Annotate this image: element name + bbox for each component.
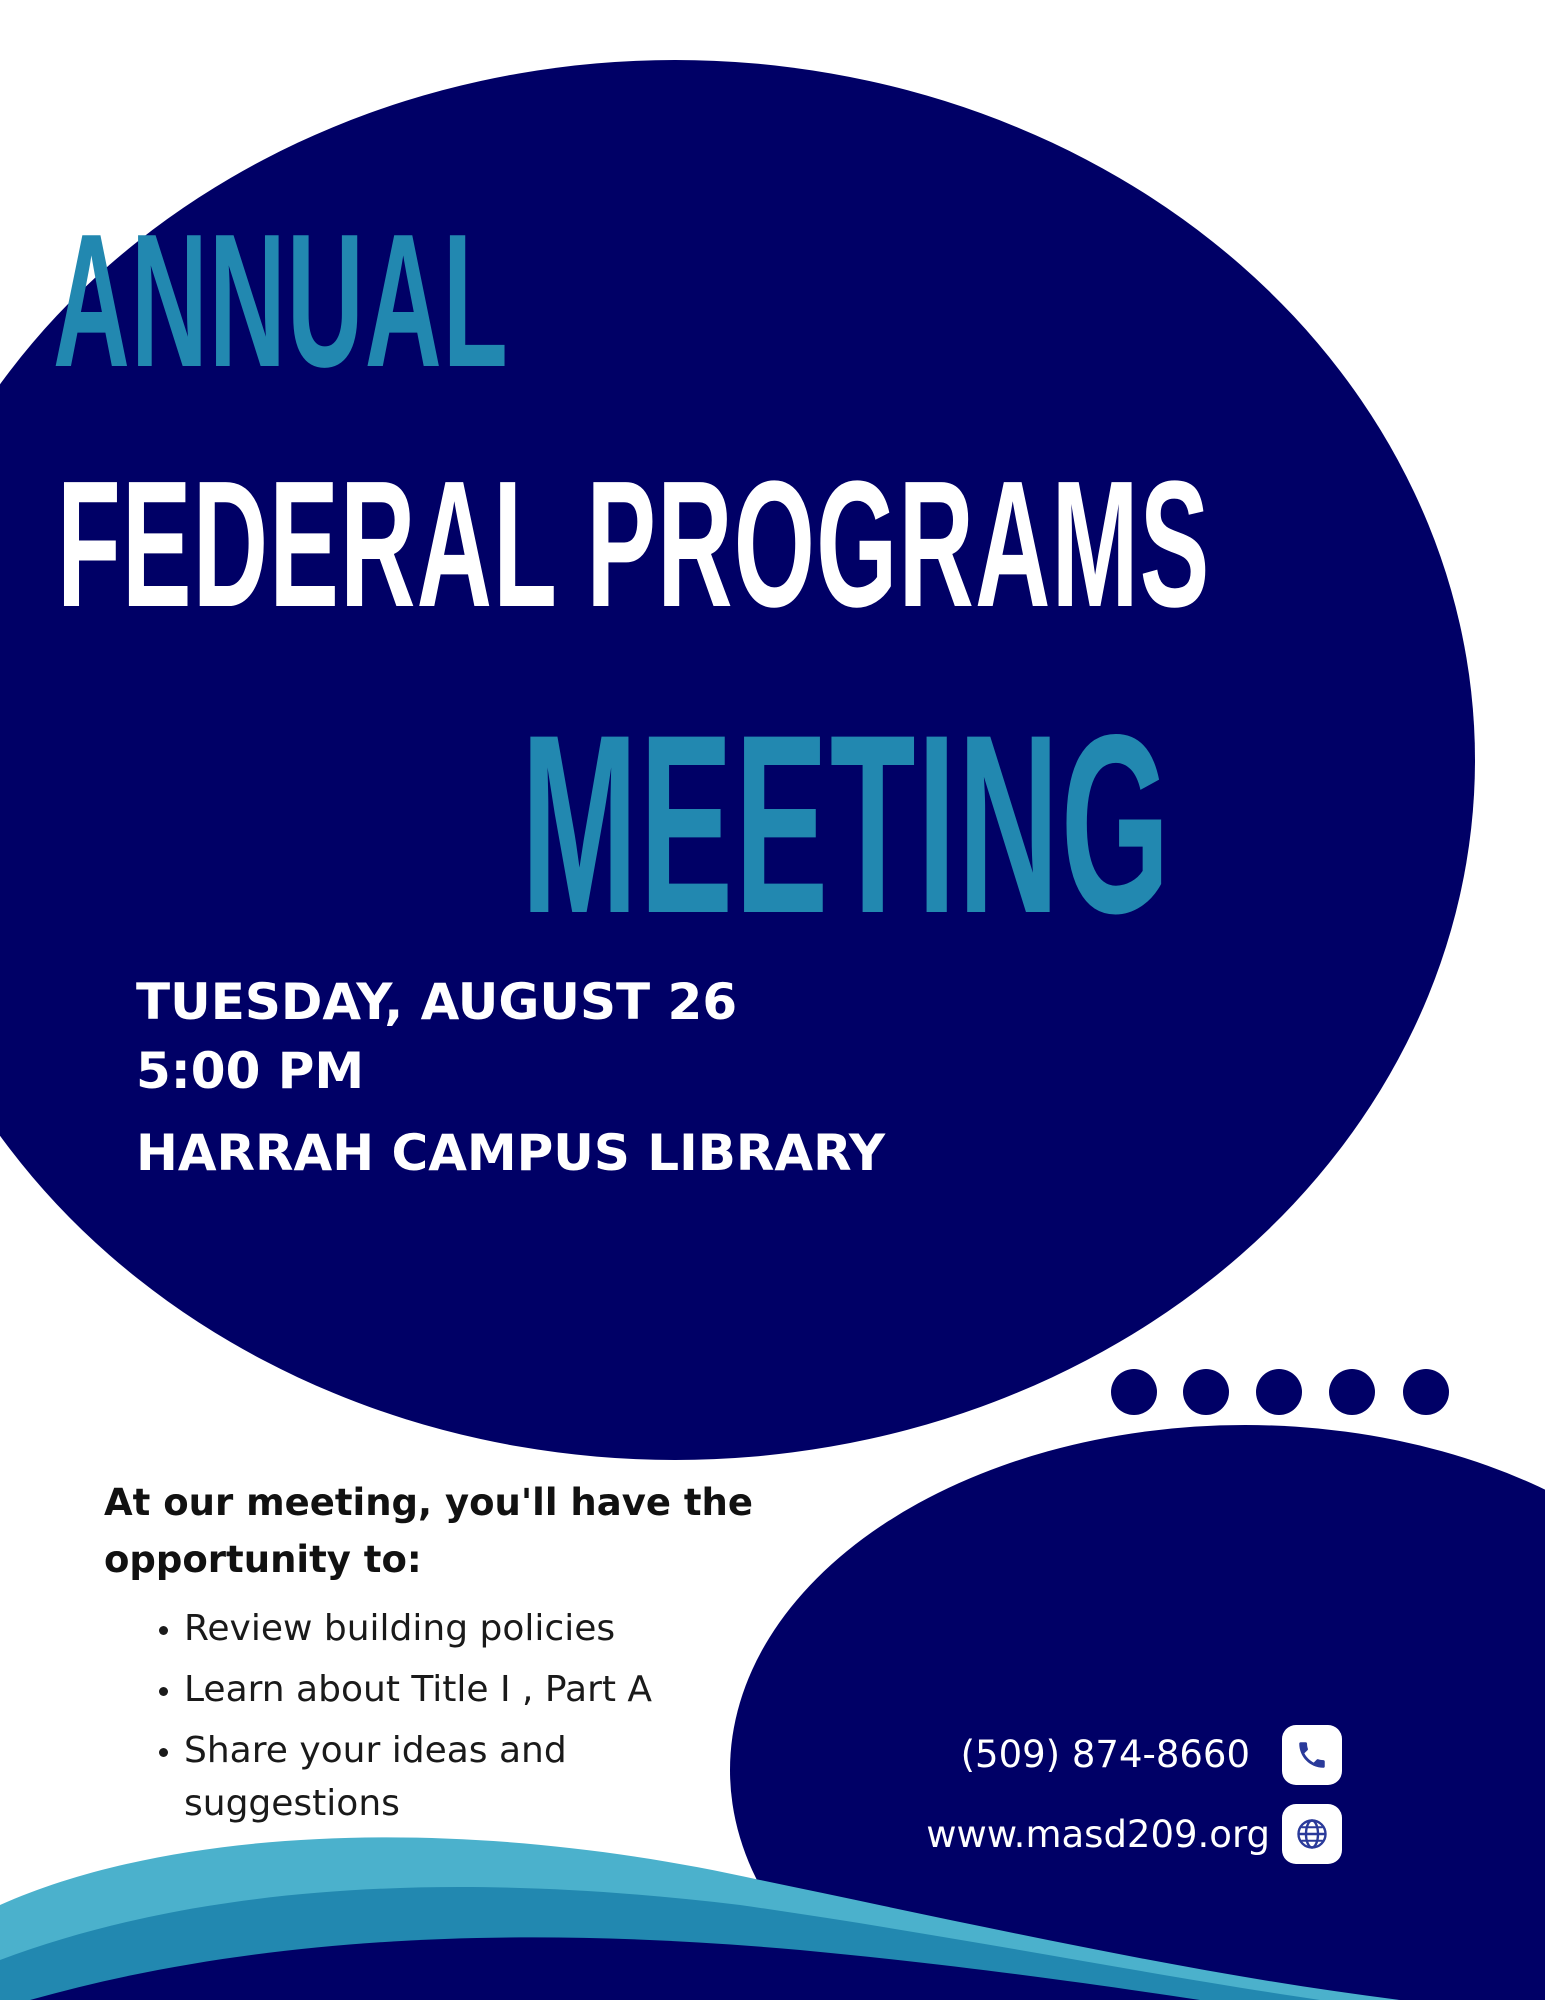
event-location: HARRAH CAMPUS LIBRARY [136,1124,886,1182]
dot [1256,1369,1302,1415]
phone-icon[interactable] [1282,1725,1342,1785]
globe-glyph [1294,1816,1330,1852]
contact-phone[interactable]: (509) 874-8660 [960,1733,1250,1776]
agenda-intro: At our meeting, you'll have the opportunity to: [104,1481,753,1581]
agenda-list [140,1602,744,1838]
dot [1329,1369,1375,1415]
agenda-item: • Share your ideas and suggestions [184,1724,744,1830]
event-time: 5:00 PM [136,1042,365,1100]
globe-icon[interactable] [1282,1804,1342,1864]
dot [1183,1369,1229,1415]
headline-annual: ANNUAL [53,195,509,407]
phone-glyph [1295,1738,1329,1772]
headline-meeting: MEETING [521,682,1172,967]
contact-website[interactable]: www.masd209.org [926,1813,1270,1856]
decorative-dots [1111,1369,1449,1415]
dot [1111,1369,1157,1415]
headline-federal-programs: FEDERAL PROGRAMS [57,444,1211,645]
agenda-item: • Learn about Title I , Part A [184,1663,744,1716]
dot [1403,1369,1449,1415]
event-date: TUESDAY, AUGUST 26 [136,973,738,1031]
agenda-item: • Review building policies [184,1602,744,1655]
